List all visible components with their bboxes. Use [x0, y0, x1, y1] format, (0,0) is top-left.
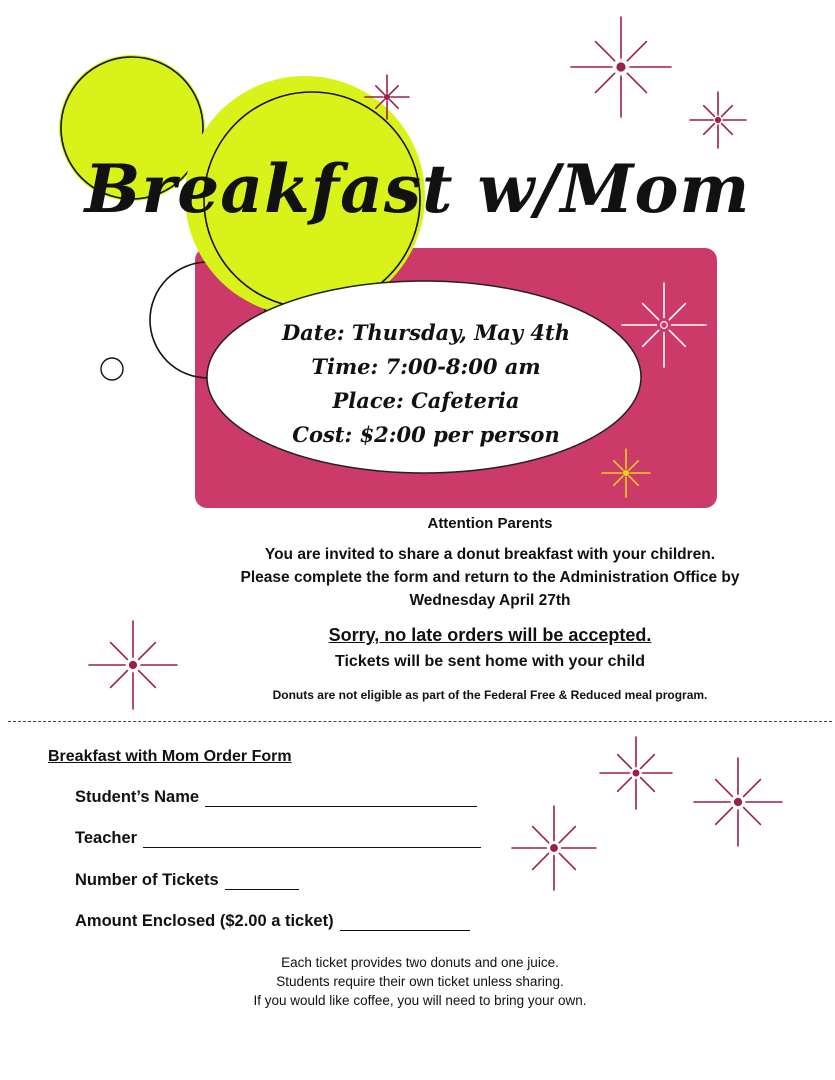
starburst-icon [512, 806, 596, 890]
event-details [212, 316, 640, 452]
tickets-notice: Tickets will be sent home with your child [335, 653, 645, 670]
student-name-field[interactable] [205, 788, 477, 807]
late-orders-notice: Sorry, no late orders will be accepted. [328, 625, 652, 645]
form-title: Breakfast with Mom Order Form [48, 748, 292, 765]
note-line: Each ticket provides two donuts and one juice. [281, 955, 559, 970]
teacher-row [75, 829, 481, 848]
event-time: Time: 7:00-8:00 am [311, 354, 541, 379]
invite-line: Wednesday April 27th [409, 592, 571, 609]
student-name-row [75, 788, 477, 807]
amount-row [75, 912, 470, 931]
tickets-label: Number of Tickets [75, 871, 219, 889]
amount-label: Amount Enclosed ($2.00 a ticket) [75, 912, 334, 930]
starburst-icon [571, 17, 671, 117]
event-cost: Cost: $2:00 per person [292, 422, 560, 447]
cut-line [8, 721, 832, 722]
ticket-notes [150, 953, 690, 1010]
starburst-icon [690, 92, 746, 148]
invite-line: Please complete the form and return to the Administration Office by [240, 569, 740, 586]
starburst-icon [600, 737, 672, 809]
tickets-row [75, 871, 299, 890]
note-line: If you would like coffee, you will need to bring your own. [253, 993, 587, 1008]
student-name-label: Student’s Name [75, 788, 200, 806]
tickets-field[interactable] [225, 871, 299, 890]
note-line: Students require their own ticket unless sharing. [276, 974, 564, 989]
starburst-icon [694, 758, 782, 846]
amount-field[interactable] [340, 912, 470, 931]
tiny-circle [101, 358, 123, 380]
meal-program-notice: Donuts are not eligible as part of the Federal Free & Reduced meal program. [272, 688, 708, 702]
invite-line: You are invited to share a donut breakfast with your children. [264, 546, 716, 563]
teacher-field[interactable] [143, 829, 481, 848]
event-place: Place: Cafeteria [332, 388, 520, 413]
attention-heading: Attention Parents [427, 515, 553, 532]
page-title: Breakfast w/Mom [84, 150, 751, 228]
teacher-label: Teacher [75, 829, 138, 847]
invite-text [150, 543, 830, 612]
event-date: Date: Thursday, May 4th [281, 320, 571, 345]
